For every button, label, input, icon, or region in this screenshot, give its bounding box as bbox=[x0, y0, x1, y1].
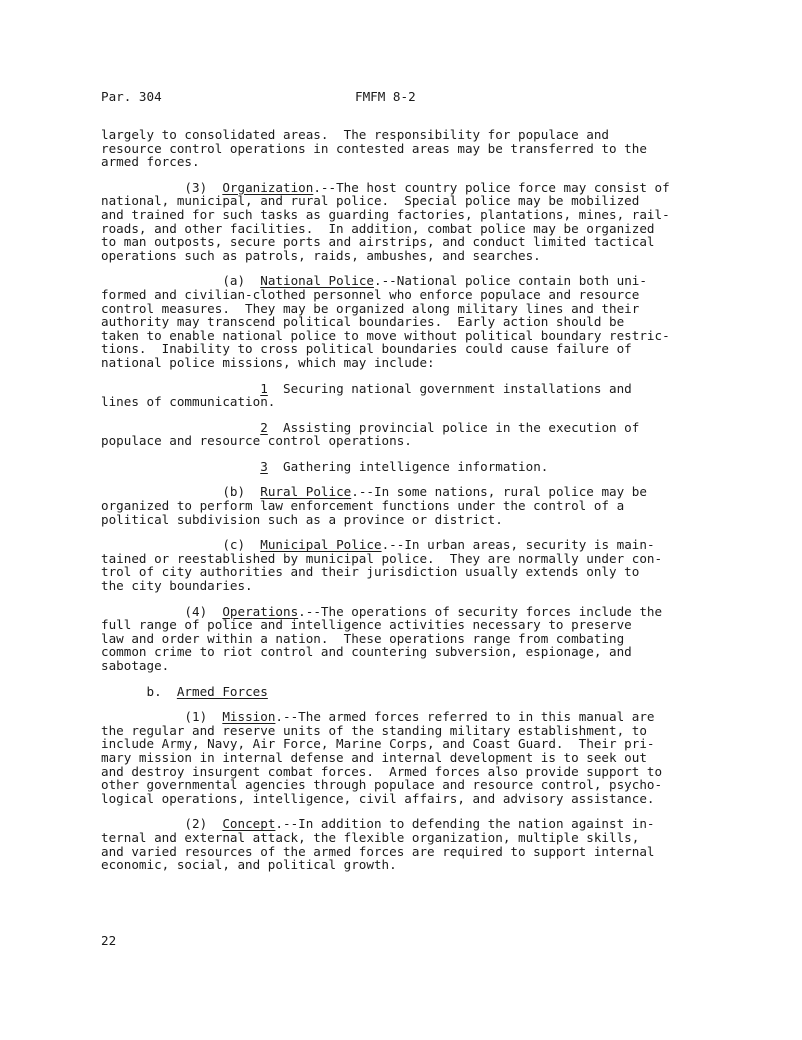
body-text bbox=[101, 128, 681, 884]
heading-municipal-police: Municipal Police bbox=[260, 537, 382, 553]
heading-national-police: National Police bbox=[260, 273, 374, 289]
paragraph-rural-police: (b) Rural Police.--In some nations, rural police may be organized to perform law enforcement functions under the control of a political subdivision such as a province or district. bbox=[101, 484, 647, 527]
paragraph-organization: (3) Organization.--The host country police force may consist of national, municipal, and rural police. Special police may be mobilized and trained for such tasks as guarding factories, plantations, mines, rail- roads, and other facilities. In addition, combat police may be organized to man outposts, secure ports and airstrips, and conduct limited tactical operations such as patrols, raids, ambushes, and searches. bbox=[101, 179, 670, 263]
paragraph-national-police: (a) National Police.--National police contain both uni- formed and civilian-clothed personnel who enforce populace and resource control measures. They may be organized along military lines and their authority may transcend political boundaries. Early action should be taken to enable national police to move without political boundary restric- tions. Inability to cross political boundaries could cause failure of national police missions, which may include: bbox=[101, 273, 670, 370]
paragraph-municipal-police: (c) Municipal Police.--In urban areas, security is main- tained or reestablished by municipal police. They are normally under con- trol of city authorities and their jurisdiction usually extends only to the city boundaries. bbox=[101, 537, 663, 594]
section-heading-armed-forces: b. Armed Forces bbox=[101, 683, 268, 699]
paragraph-mission: (1) Mission.--The armed forces referred to in this manual are the regular and reserve units of the standing military establishment, to include Army, Navy, Air Force, Marine Corps, and Coast Guard. Their pri- mary mission in internal defense and internal development is to seek out and destroy insurgent combat forces. Armed forces also provide support to other governmental agencies through populace and resource control, psycho- logical operations, intelligence, civil affairs, and advisory assistance. bbox=[101, 709, 663, 806]
heading-concept: Concept bbox=[222, 816, 276, 832]
paragraph: largely to consolidated areas. The responsibility for populace and resource control operations in contested areas may be transferred to the armed forces. bbox=[101, 127, 647, 170]
heading-organization: Organization bbox=[222, 179, 314, 195]
page-number: 22 bbox=[101, 933, 117, 948]
list-item: 1 Securing national government installations and lines of communication. bbox=[101, 380, 632, 410]
paragraph-reference: Par. 304 bbox=[101, 89, 162, 104]
paragraph-concept: (2) Concept.--In addition to defending the nation against in- ternal and external attack, the flexible organization, multiple skills, and varied resources of the armed forces are required to support internal economic, social, and political growth. bbox=[101, 816, 655, 873]
paragraph-operations: (4) Operations.--The operations of security forces include the full range of police and intelligence activities necessary to preserve law and order within a nation. These operations range from combating common crime to riot control and countering subversion, espionage, and sabotage. bbox=[101, 603, 663, 673]
heading-operations: Operations bbox=[222, 603, 299, 619]
list-item: 3 Gathering intelligence information. bbox=[260, 458, 549, 474]
heading-rural-police: Rural Police bbox=[260, 484, 352, 500]
list-item: 2 Assisting provincial police in the execution of populace and resource control operations. bbox=[101, 419, 640, 449]
manual-identifier: FMFM 8-2 bbox=[355, 89, 416, 104]
heading-mission: Mission bbox=[222, 709, 276, 725]
